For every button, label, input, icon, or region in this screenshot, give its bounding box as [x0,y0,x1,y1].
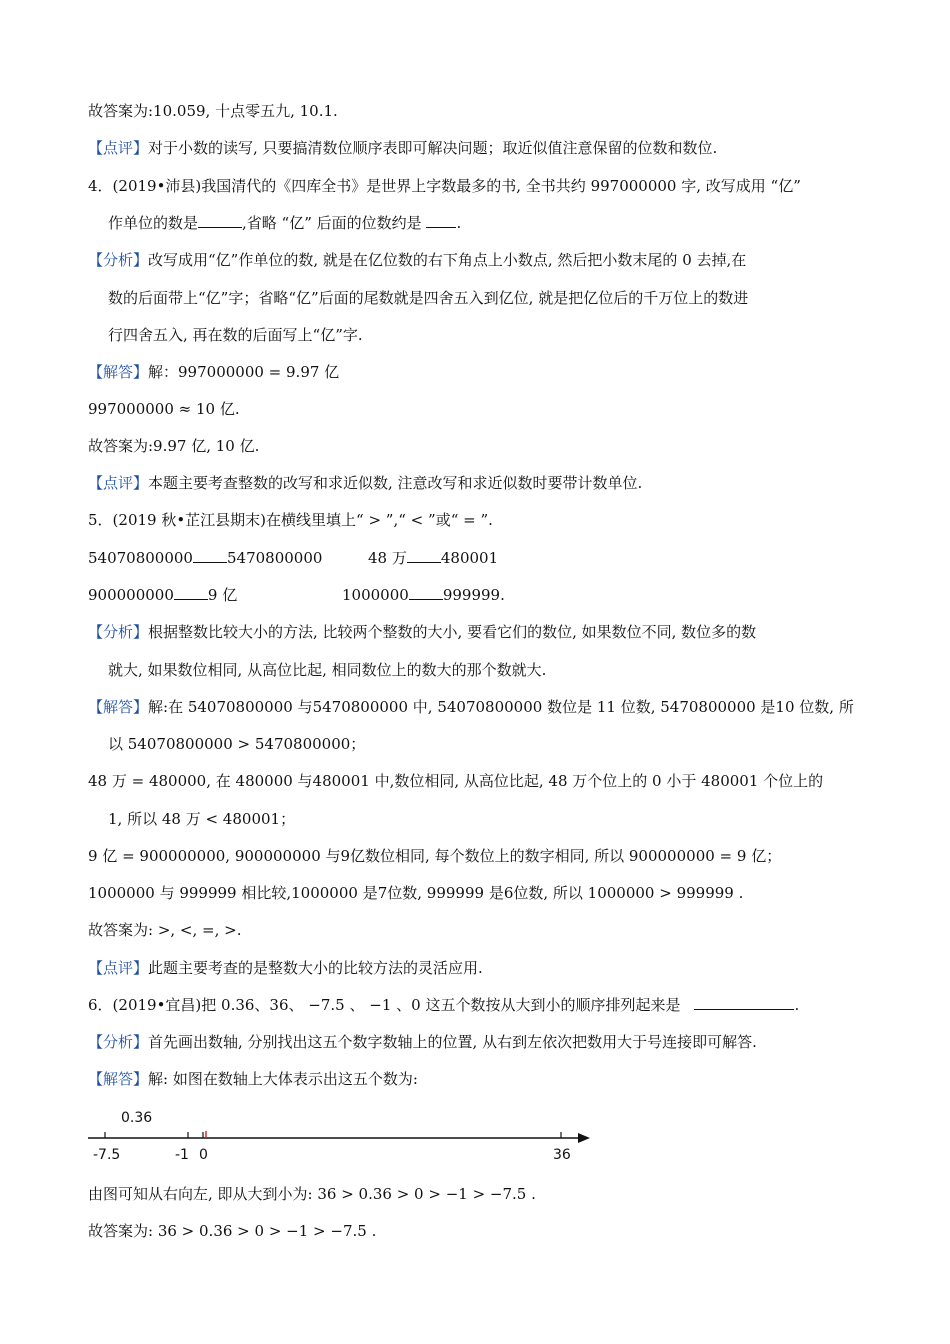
answer-line-q4: 故答案为:9.97 亿, 10 亿. [88,437,260,455]
solution-line-q5-3: 48 万 = 480000, 在 480000 与480001 中,数位相同, 从高位比起, 48 万个位上的 0 小于 480001 个位上的 [88,772,824,790]
question-4-line-2 [108,212,461,234]
comment-tag: 【点评】 [88,139,149,157]
label-36: 36 [553,1147,571,1163]
analysis-line-q4-3: 行四舍五入, 再在数的后面写上“亿”字. [108,326,363,344]
q5-num-a: 54070800000 [88,549,193,567]
solution-line-q5-4: 1, 所以 48 万 < 480001； [108,810,296,828]
comment-text: 本题主要考查整数的改写和求近似数, 注意改写和求近似数时要带计数单位. [148,474,643,492]
answer-line-q6: 故答案为: 36 > 0.36 > 0 > −1 > −7.5 . [88,1222,377,1240]
q4-blank-2 [426,213,456,228]
q5-num-c: 48 万 [368,549,407,567]
q5-num-b: 5470800000 [226,549,323,567]
label-0-36: 0.36 [121,1110,153,1126]
analysis-tag: 【分析】 [88,1033,149,1051]
answer-line-q5: 故答案为: >, <, =, >. [88,921,242,939]
label-neg-7-5: -7.5 [93,1147,121,1163]
q5-num-d: 480001 [440,549,499,567]
analysis-line-q4-2: 数的后面带上“亿”字；省略“亿”后面的尾数就是四舍五入到亿位, 就是把亿位后的千万位上的数进 [108,289,749,307]
q6-text: 6．(2019•宜昌)把 0.36、36、 −7.5 、 −1 、0 这五个数按从大到小的顺序排列起来是 [88,996,681,1014]
q4-text-a: 作单位的数是 [108,214,199,232]
q4-blank-1 [198,213,242,228]
comment-tag: 【点评】 [88,959,149,977]
question-5-line-1: 5．(2019 秋•芷江县期末)在横线里填上“ > ”,“ < ”或“ = ”. [88,511,493,529]
solution-line-q4-1 [88,361,339,383]
arrow-right-icon [578,1133,590,1143]
comment-text: 此题主要考查的是整数大小的比较方法的灵活应用. [148,959,483,977]
analysis-line-q6 [88,1031,757,1053]
conclusion-line-q6: 由图可知从右向左, 即从大到小为: 36 > 0.36 > 0 > −1 > −7.5 . [88,1185,536,1203]
q5-row-2-right [342,584,505,606]
q5-blank-2 [407,548,441,563]
q5-row-1-right [368,547,498,569]
q4-text-b: ,省略 “亿” 后面的位数约是 [242,214,422,232]
q6-end: . [794,996,800,1014]
analysis-tag: 【分析】 [88,251,149,269]
q5-blank-4 [409,585,443,600]
q5-num-f: 9 亿 [207,586,238,604]
q6-blank [694,995,794,1010]
solution-text: 解：997000000 = 9.97 亿 [148,363,340,381]
q5-num-e: 900000000 [88,586,174,604]
solution-tag: 【解答】 [88,363,149,381]
solution-line-q5-6: 1000000 与 999999 相比较,1000000 是7位数, 999999 是6位数, 所以 1000000 > 999999 . [88,884,744,902]
comment-line-q4 [88,472,642,494]
comment-text: 对于小数的读写, 只要搞清数位顺序表即可解决问题；取近似值注意保留的位数和数位. [148,139,718,157]
q5-blank-3 [174,585,208,600]
solution-tag: 【解答】 [88,1070,149,1088]
q5-row-1-left [88,547,322,569]
comment-line-q3 [88,137,717,159]
label-zero: 0 [199,1147,208,1163]
q5-blank-1 [193,548,227,563]
q4-text-c: . [456,214,462,232]
analysis-line-q5-1 [88,621,756,643]
solution-tag: 【解答】 [88,698,149,716]
question-6-line-1 [88,994,799,1016]
solution-text: 解: 如图在数轴上大体表示出这五个数为: [148,1070,418,1088]
label-neg-1: -1 [175,1147,189,1163]
solution-line-q4-2: 997000000 ≈ 10 亿. [88,400,240,418]
question-4-line-1: 4．(2019•沛县)我国清代的《四库全书》是世界上字数最多的书, 全书共约 997000000 字, 改写成用 “亿” [88,177,801,195]
comment-line-q5 [88,957,483,979]
analysis-text: 首先画出数轴, 分别找出这五个数字数轴上的位置, 从右到左依次把数用大于号连接即可解答. [148,1033,757,1051]
q5-row-2-left [88,584,237,606]
analysis-line-q4-1 [88,249,746,271]
solution-line-q6 [88,1068,418,1090]
analysis-tag: 【分析】 [88,623,149,641]
analysis-text: 改写成用“亿”作单位的数, 就是在亿位数的右下角点上小数点, 然后把小数末尾的 0 去掉,在 [148,251,747,269]
q5-num-h: 999999. [442,586,505,604]
analysis-text: 根据整数比较大小的方法, 比较两个整数的大小, 要看它们的数位, 如果数位不同, 数位多的数 [148,623,757,641]
analysis-line-q5-2: 就大, 如果数位相同, 从高位比起, 相同数位上的数大的那个数就大. [108,661,547,679]
answer-line-q3: 故答案为:10.059, 十点零五九, 10.1. [88,102,338,120]
solution-line-q5-5: 9 亿 = 900000000, 900000000 与9亿数位相同, 每个数位上的数字相同, 所以 900000000 = 9 亿； [88,847,782,865]
solution-line-q5-2: 以 54070800000 > 5470800000； [108,735,366,753]
number-line-figure [84,1105,604,1167]
comment-tag: 【点评】 [88,474,149,492]
solution-line-q5-1 [88,696,854,718]
q5-num-g: 1000000 [342,586,409,604]
solution-text: 解:在 54070800000 与5470800000 中, 54070800000 数位是 11 位数, 5470800000 是10 位数, 所 [148,698,854,716]
